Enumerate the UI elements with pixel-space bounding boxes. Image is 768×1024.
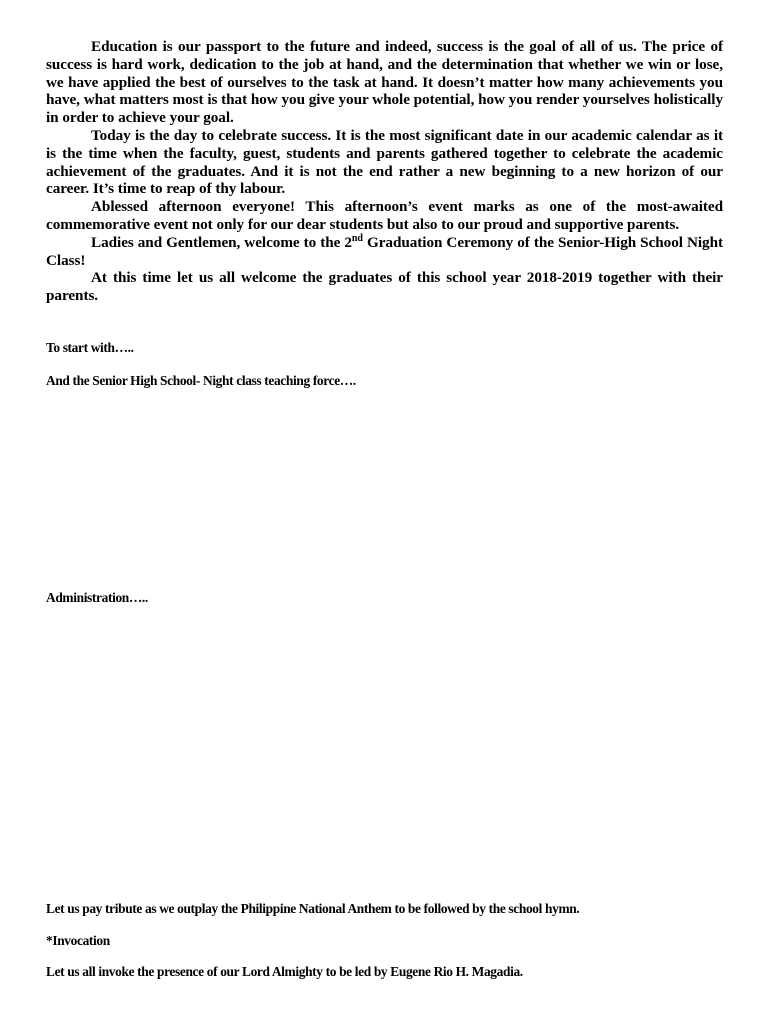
speech-body xyxy=(46,38,723,305)
welcome-text-end: Graduation Ceremony of the Senior-High School Night Class! xyxy=(46,233,723,269)
cue-teaching-force: And the Senior High School- Night class teaching force…. xyxy=(46,373,356,388)
cue-start-with: To start with….. xyxy=(46,340,134,355)
cue-invocation: Let us all invoke the presence of our Lord Almighty to be led by Eugene Rio H. Magadia. xyxy=(46,964,523,979)
cue-national-anthem: Let us pay tribute as we outplay the Philippine National Anthem to be followed by the school hymn. xyxy=(46,901,580,916)
ordinal-suffix: nd xyxy=(351,232,363,244)
paragraph-graduates: At this time let us all welcome the graduates of this school year 2018-2019 together with their parents. xyxy=(46,269,723,305)
paragraph-greeting: Ablessed afternoon everyone! This afternoon’s event marks as one of the most-awaited commemorative event not only for our dear students but also to our proud and supportive parents. xyxy=(46,198,723,233)
cue-administration: Administration….. xyxy=(46,590,148,605)
paragraph-welcome xyxy=(46,234,723,270)
welcome-text-start: Ladies and Gentlemen, welcome to the 2 xyxy=(91,233,352,251)
invocation-heading: *Invocation xyxy=(46,933,110,948)
paragraph-celebrate: Today is the day to celebrate success. It is the most significant date in our academic calendar as it is the time when the faculty, guest, students and parents gathered together to celebrate the academic achievement of the graduates. And it is not the end rather a new beginning to a new horizon of our career. It’s time to reap of thy labour. xyxy=(46,126,723,198)
paragraph-education: Education is our passport to the future and indeed, success is the goal of all of us. The price of success is hard work, dedication to the job at hand, and the determination that whether we win or lose, we have applied the best of ourselves to the task at hand. It doesn’t matter how many achievements you have, what matters most is that how you give your whole potential, how you render yourselves holistically in order to achieve your goal. xyxy=(46,38,723,127)
